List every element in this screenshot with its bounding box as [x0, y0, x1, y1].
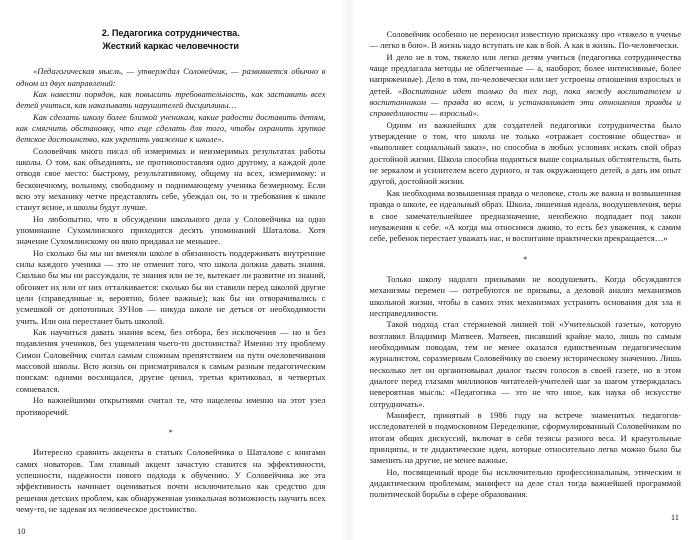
paragraph: Такой подход стал стержневой линией той «Учительской газеты», которую возглавил Владимир Матвеев. Матвеев, писавший крайне мало, лишь по самым необходимым поводам, тем не менее оказался единственным педагогическим журналистом, соразмерным Соловейчику по своему историческому значению. Лишь несколько лет он организовывал диалог тысяч голосов в своей газете, но в этом диалоге перед глазами миллионов читателей-учителей шаг за шагом утверждалась невероятная мысль: «Педагогика — это не что иное, как наука об искусстве сотрудничать». [369, 319, 681, 409]
chapter-title [16, 27, 326, 52]
paragraph: Манифест, принятый в 1986 году на встрече знаменитых педагогов-исследователей в подмосковном Переделкине, сформулированный Соловейчиком по итогам общих дискуссий, включат в себя тезисы разного веса. И краеугольные принципы, и те дидактические идеи, которые относительно легко можно было бы заменить на другие, не менее важные. [369, 410, 681, 466]
paragraph: Как навести порядок, как повысить требовательность, как заставить всех детей учиться, как наказывать нарушителей дисциплины… [16, 88, 326, 111]
paragraph-italic-quote: «Воспитание идет только до тех пор, пока между воспитателем и воспитанником — правда во всем, и устанавливает эти отношения правды и справедливости — взрослый». [369, 85, 682, 119]
paragraph: Соловейчик особенно не переносил известную присказку про «тяжело в ученье — легко в бою». В жизнь надо вступать не как в бой. А как в жизнь. По-человечески. [369, 29, 681, 51]
chapter-title-line-1: 2. Педагогика сотрудничества. [101, 28, 240, 38]
paragraph: Как научиться давать знания всем, без отбора, без исключения — но и без подавления учеников, без ущемления чьего-то достоинства? Именно эту проблему Симон Соловейчик считал самым сложным препятствием на пути очеловечивания массовой школы. Всю жизнь он присматривался к самым разным педагогическим поискам: одними восхищался, другие ценил, третьи критиковал, в четвертых сомневался. [16, 327, 326, 394]
page-number-left: 10 [17, 526, 26, 537]
right-page [348, 0, 695, 540]
paragraph-lead-text: И дело не в том, тяжело или легко детям учиться (педагогика сотрудничества чаще предлагала методы не облегченные — а, наоборот, более интенсивные, более напряженные). Дело в том, по-человечески или нет устроены отношения взрослых и детей. [369, 51, 681, 96]
section-separator-asterisk: * [168, 426, 173, 437]
paragraph: Но, посвященный вроде бы исключительно профессиональным, этическим и дидактическим проблемам, манифест на деле стал тогда важнейшей программой политической борьбы в сфере образования. [369, 466, 681, 500]
paragraph: Как сделать школу более близкой ученикам, какие радости доставить детям, как смягчить обстановку, что еще сделать для того, чтобы охранить хрупкое детское достоинство, как укрепить уважение к школе». [16, 111, 326, 145]
right-page-body [370, 27, 682, 501]
left-page-body [16, 27, 326, 515]
paragraph: Но сколько бы мы ни вменяли школе в обязанность поддерживать внутренние силы каждого ученика — это не отменит того, что школа должна давать знания. Сколько бы мы ни рассуждали, те знания или не те, вытекает ли развитие из знаний, обгоняет их или от них отталкивается: сколько бы ни ставили перед школой другие цели (справедливые и, вероятно, более важные); как бы ни отворачивались с усмешкой от допотопных ЗУНов — никуда школе не деться от необходимости учить. Или она перестанет быть школой. [16, 247, 326, 326]
paragraph-with-quote [370, 52, 682, 120]
paragraph: Но любопытно, что в обсуждении школьного дела у Соловейчика на одно упоминание Сухомлинского приходится десять упоминаний Шаталова. Хотя значение Сухомлинскому он явно придавал не меньшее. [16, 213, 326, 247]
page-number-right: 11 [670, 511, 679, 522]
paragraph: Одним из важнейших для создателей педагогики сотрудничества было утверждение о том, что школа не только «отражает состояние общества» и «выполняет социальный заказ», но способна в любых условиях искать свой образ достойной жизни. Школа способна подняться выше социальных обстоятельств, быть не зеркалом и усилителем всего дурного, и так окружающего детей, а дать им опыт другой, достойной жизни. [369, 119, 681, 187]
chapter-title-line-2: Жесткий каркас человечности [102, 40, 239, 51]
paragraph: Интересно сравнить акценты в статьях Соловейчика о Шаталове с книгами самих новаторов. Там главный акцент зачастую ставится на эффективности, успешности, надежности нового подхода к обучению. У Соловейчика же эта эффективность начинает оцениваться почти исключительно как средство для решения детских проблем, как обнаруженная уникальная возможность научить всех чему-то, не задевая их человеческое достоинство. [16, 447, 326, 514]
paragraph: Но важнейшими открытиями считал те, что нацелены именно на этот узел противоречий. [16, 395, 326, 417]
paragraph: Соловейчик много писал об измеримых и неизмеримых результатах работы школы. О том, как объединять, не противопоставляя одно другому, а каждой доле отводя свое место: быстрому, результативному, общему на всех, измеримому: и бесконечному, вольному, свободному и поднимающему ученика безмерному. Если всю эту механику четче представлять себе, убеждал он, то и требования к школе станут ясное, и школы будут лучше. [16, 145, 326, 213]
paragraph: «Педагогическая мысль, — утверждал Соловейчик, — развивается обычно в одном из двух направлений: [16, 66, 326, 88]
paragraph: Только школу надолго призывами не воодушевить. Когда обсуждаются механизмы перемен — потребуются не призывы, а деловой анализ механизмов школьной жизни, чтобы в самих этих механизмах устранять основания для зла и несправедливости. [369, 273, 681, 318]
section-separator-asterisk: * [523, 253, 528, 264]
paragraph: Как необходима возвышенная правда о человеке, столь же важна и возвышенная правда о школе, ее идеальный образ. Школа, лишенная идеала, воодушевления, веры в свое замечательнейшее предназначение, неизбежно подпадает под закон неуважения к себе. «А когда мы относимся лживо, то есть без уважения, к самим себе, ребенок перестает уважать нас, и воспитание практически прекращается…» [369, 187, 681, 244]
